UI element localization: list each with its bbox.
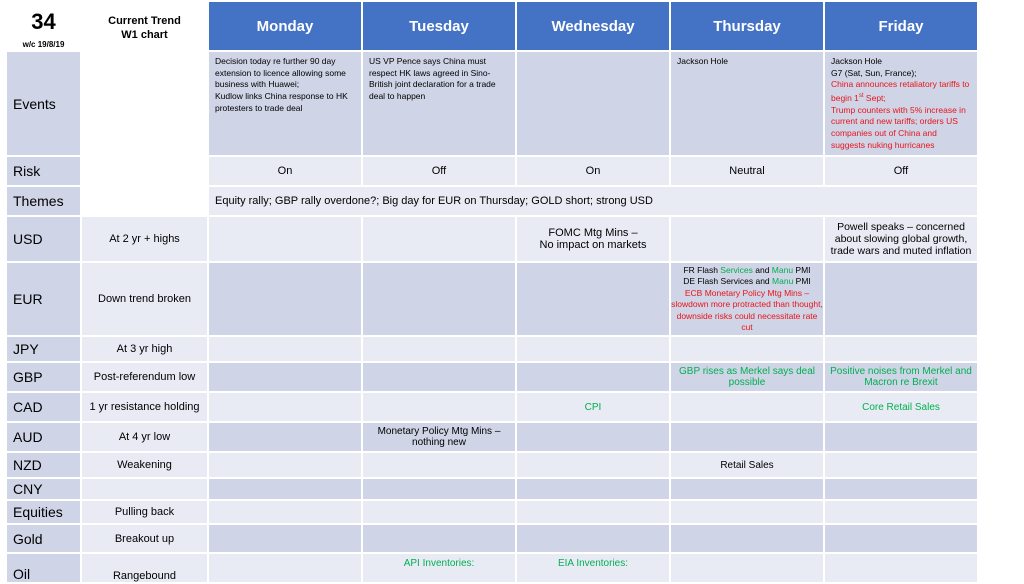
oil-wednesday: EIA Inventories: (517, 554, 669, 582)
usd-friday: Powell speaks – concerned about slowing global growth, trade wars and muted inflation (825, 217, 977, 261)
cad-thursday (671, 393, 823, 421)
equities-friday (825, 501, 977, 523)
jpy-thursday (671, 337, 823, 361)
eur-tuesday (363, 263, 515, 335)
events-friday-trump-counter: Trump counters with 5% increase in current and new tariffs; orders US companies out of China and suggests nuking hurricanes (831, 104, 966, 150)
day-header-monday: Monday (209, 2, 361, 50)
cny-thursday (671, 479, 823, 499)
nzd-friday (825, 453, 977, 477)
usd-thursday (671, 217, 823, 261)
trend-oil: Rangebound (82, 554, 207, 582)
day-header-thursday: Thursday (671, 2, 823, 50)
risk-thursday: Neutral (671, 157, 823, 185)
row-label-aud: AUD (7, 423, 80, 451)
cny-friday (825, 479, 977, 499)
usd-wednesday (517, 217, 669, 261)
jpy-tuesday (363, 337, 515, 361)
gbp-friday: Positive noises from Merkel and Macron re Brexit (825, 363, 977, 391)
trend-column-title (82, 2, 207, 185)
equities-wednesday (517, 501, 669, 523)
cad-monday (209, 393, 361, 421)
day-header-friday: Friday (825, 2, 977, 50)
equities-thursday (671, 501, 823, 523)
cny-monday (209, 479, 361, 499)
aud-monday (209, 423, 361, 451)
trend-equities: Pulling back (82, 501, 207, 523)
row-label-oil: Oil (7, 554, 80, 582)
trend-aud: At 4 yr low (82, 423, 207, 451)
row-label-events: Events (7, 52, 80, 155)
row-label-jpy: JPY (7, 337, 80, 361)
usd-wednesday-line2: No impact on markets (539, 239, 647, 252)
nzd-tuesday (363, 453, 515, 477)
eur-thursday (671, 263, 823, 335)
jpy-monday (209, 337, 361, 361)
themes-trend-empty (82, 187, 207, 215)
cad-tuesday (363, 393, 515, 421)
gold-monday (209, 525, 361, 552)
eur-monday (209, 263, 361, 335)
equities-monday (209, 501, 361, 523)
trend-gold: Breakout up (82, 525, 207, 552)
events-friday-china-tariffs: China announces retaliatory tariffs to begin 1st Sept; (831, 79, 970, 103)
row-label-cny: CNY (7, 479, 80, 499)
day-header-tuesday: Tuesday (363, 2, 515, 50)
gold-tuesday (363, 525, 515, 552)
row-label-nzd: NZD (7, 453, 80, 477)
row-label-eur: EUR (7, 263, 80, 335)
nzd-thursday: Retail Sales (671, 453, 823, 477)
nzd-wednesday (517, 453, 669, 477)
row-label-cad: CAD (7, 393, 80, 421)
gold-friday (825, 525, 977, 552)
events-wednesday (517, 52, 669, 155)
risk-monday: On (209, 157, 361, 185)
oil-monday (209, 554, 361, 582)
trend-eur: Down trend broken (82, 263, 207, 335)
trend-usd: At 2 yr + highs (82, 217, 207, 261)
cad-friday: Core Retail Sales (825, 393, 977, 421)
trend-nzd: Weakening (82, 453, 207, 477)
cny-tuesday (363, 479, 515, 499)
trend-title-line2: W1 chart (121, 29, 168, 41)
oil-tuesday: API Inventories: (363, 554, 515, 582)
oil-friday (825, 554, 977, 582)
risk-tuesday: Off (363, 157, 515, 185)
cad-wednesday: CPI (517, 393, 669, 421)
gbp-monday (209, 363, 361, 391)
equities-tuesday (363, 501, 515, 523)
events-friday-line2: G7 (Sat, Sun, France); (831, 67, 917, 78)
aud-friday (825, 423, 977, 451)
trend-jpy: At 3 yr high (82, 337, 207, 361)
events-tuesday: US VP Pence says China must respect HK laws agreed in Sino-British joint declaration for a trade deal to happen (363, 52, 515, 155)
events-monday: Decision today re further 90 day extension to licence allowing some business with Huawei; Kudlow links China response to HK protesters to trade deal (209, 52, 361, 155)
day-header-wednesday: Wednesday (517, 2, 669, 50)
week-number: 34 (31, 9, 56, 34)
aud-thursday (671, 423, 823, 451)
eur-thursday-de-pmi: DE Flash Services and Manu PMI (683, 276, 811, 287)
themes-text: Equity rally; GBP rally overdone?; Big day for EUR on Thursday; GOLD short; strong USD (209, 187, 977, 215)
row-label-risk: Risk (7, 157, 80, 185)
gbp-tuesday (363, 363, 515, 391)
events-friday (825, 52, 977, 155)
eur-friday (825, 263, 977, 335)
risk-wednesday: On (517, 157, 669, 185)
gbp-thursday: GBP rises as Merkel says deal possible (671, 363, 823, 391)
oil-thursday (671, 554, 823, 582)
usd-monday (209, 217, 361, 261)
row-label-themes: Themes (7, 187, 80, 215)
trend-cny (82, 479, 207, 499)
weekly-trend-table (5, 0, 979, 584)
jpy-friday (825, 337, 977, 361)
trend-gbp: Post-referendum low (82, 363, 207, 391)
aud-tuesday: Monetary Policy Mtg Mins – nothing new (363, 423, 515, 451)
gold-thursday (671, 525, 823, 552)
eur-thursday-ecb-mins: ECB Monetary Policy Mtg Mins – slowdown more protracted than thought, downside risks could necessitate rate cut (671, 287, 823, 333)
risk-friday: Off (825, 157, 977, 185)
gold-wednesday (517, 525, 669, 552)
trend-cad: 1 yr resistance holding (82, 393, 207, 421)
nzd-monday (209, 453, 361, 477)
week-commencing: w/c 19/8/19 (22, 40, 65, 49)
eur-thursday-fr-pmi: FR Flash Services and Manu PMI (683, 264, 811, 275)
cny-wednesday (517, 479, 669, 499)
events-friday-line1: Jackson Hole (831, 56, 883, 66)
eur-wednesday (517, 263, 669, 335)
events-thursday: Jackson Hole (671, 52, 823, 155)
trend-title-line1: Current Trend (108, 15, 181, 27)
row-label-usd: USD (7, 217, 80, 261)
aud-wednesday (517, 423, 669, 451)
row-label-equities: Equities (7, 501, 80, 523)
usd-tuesday (363, 217, 515, 261)
gbp-wednesday (517, 363, 669, 391)
week-number-cell (7, 2, 80, 50)
usd-wednesday-line1: FOMC Mtg Mins – (548, 227, 638, 240)
row-label-gold: Gold (7, 525, 80, 552)
jpy-wednesday (517, 337, 669, 361)
row-label-gbp: GBP (7, 363, 80, 391)
